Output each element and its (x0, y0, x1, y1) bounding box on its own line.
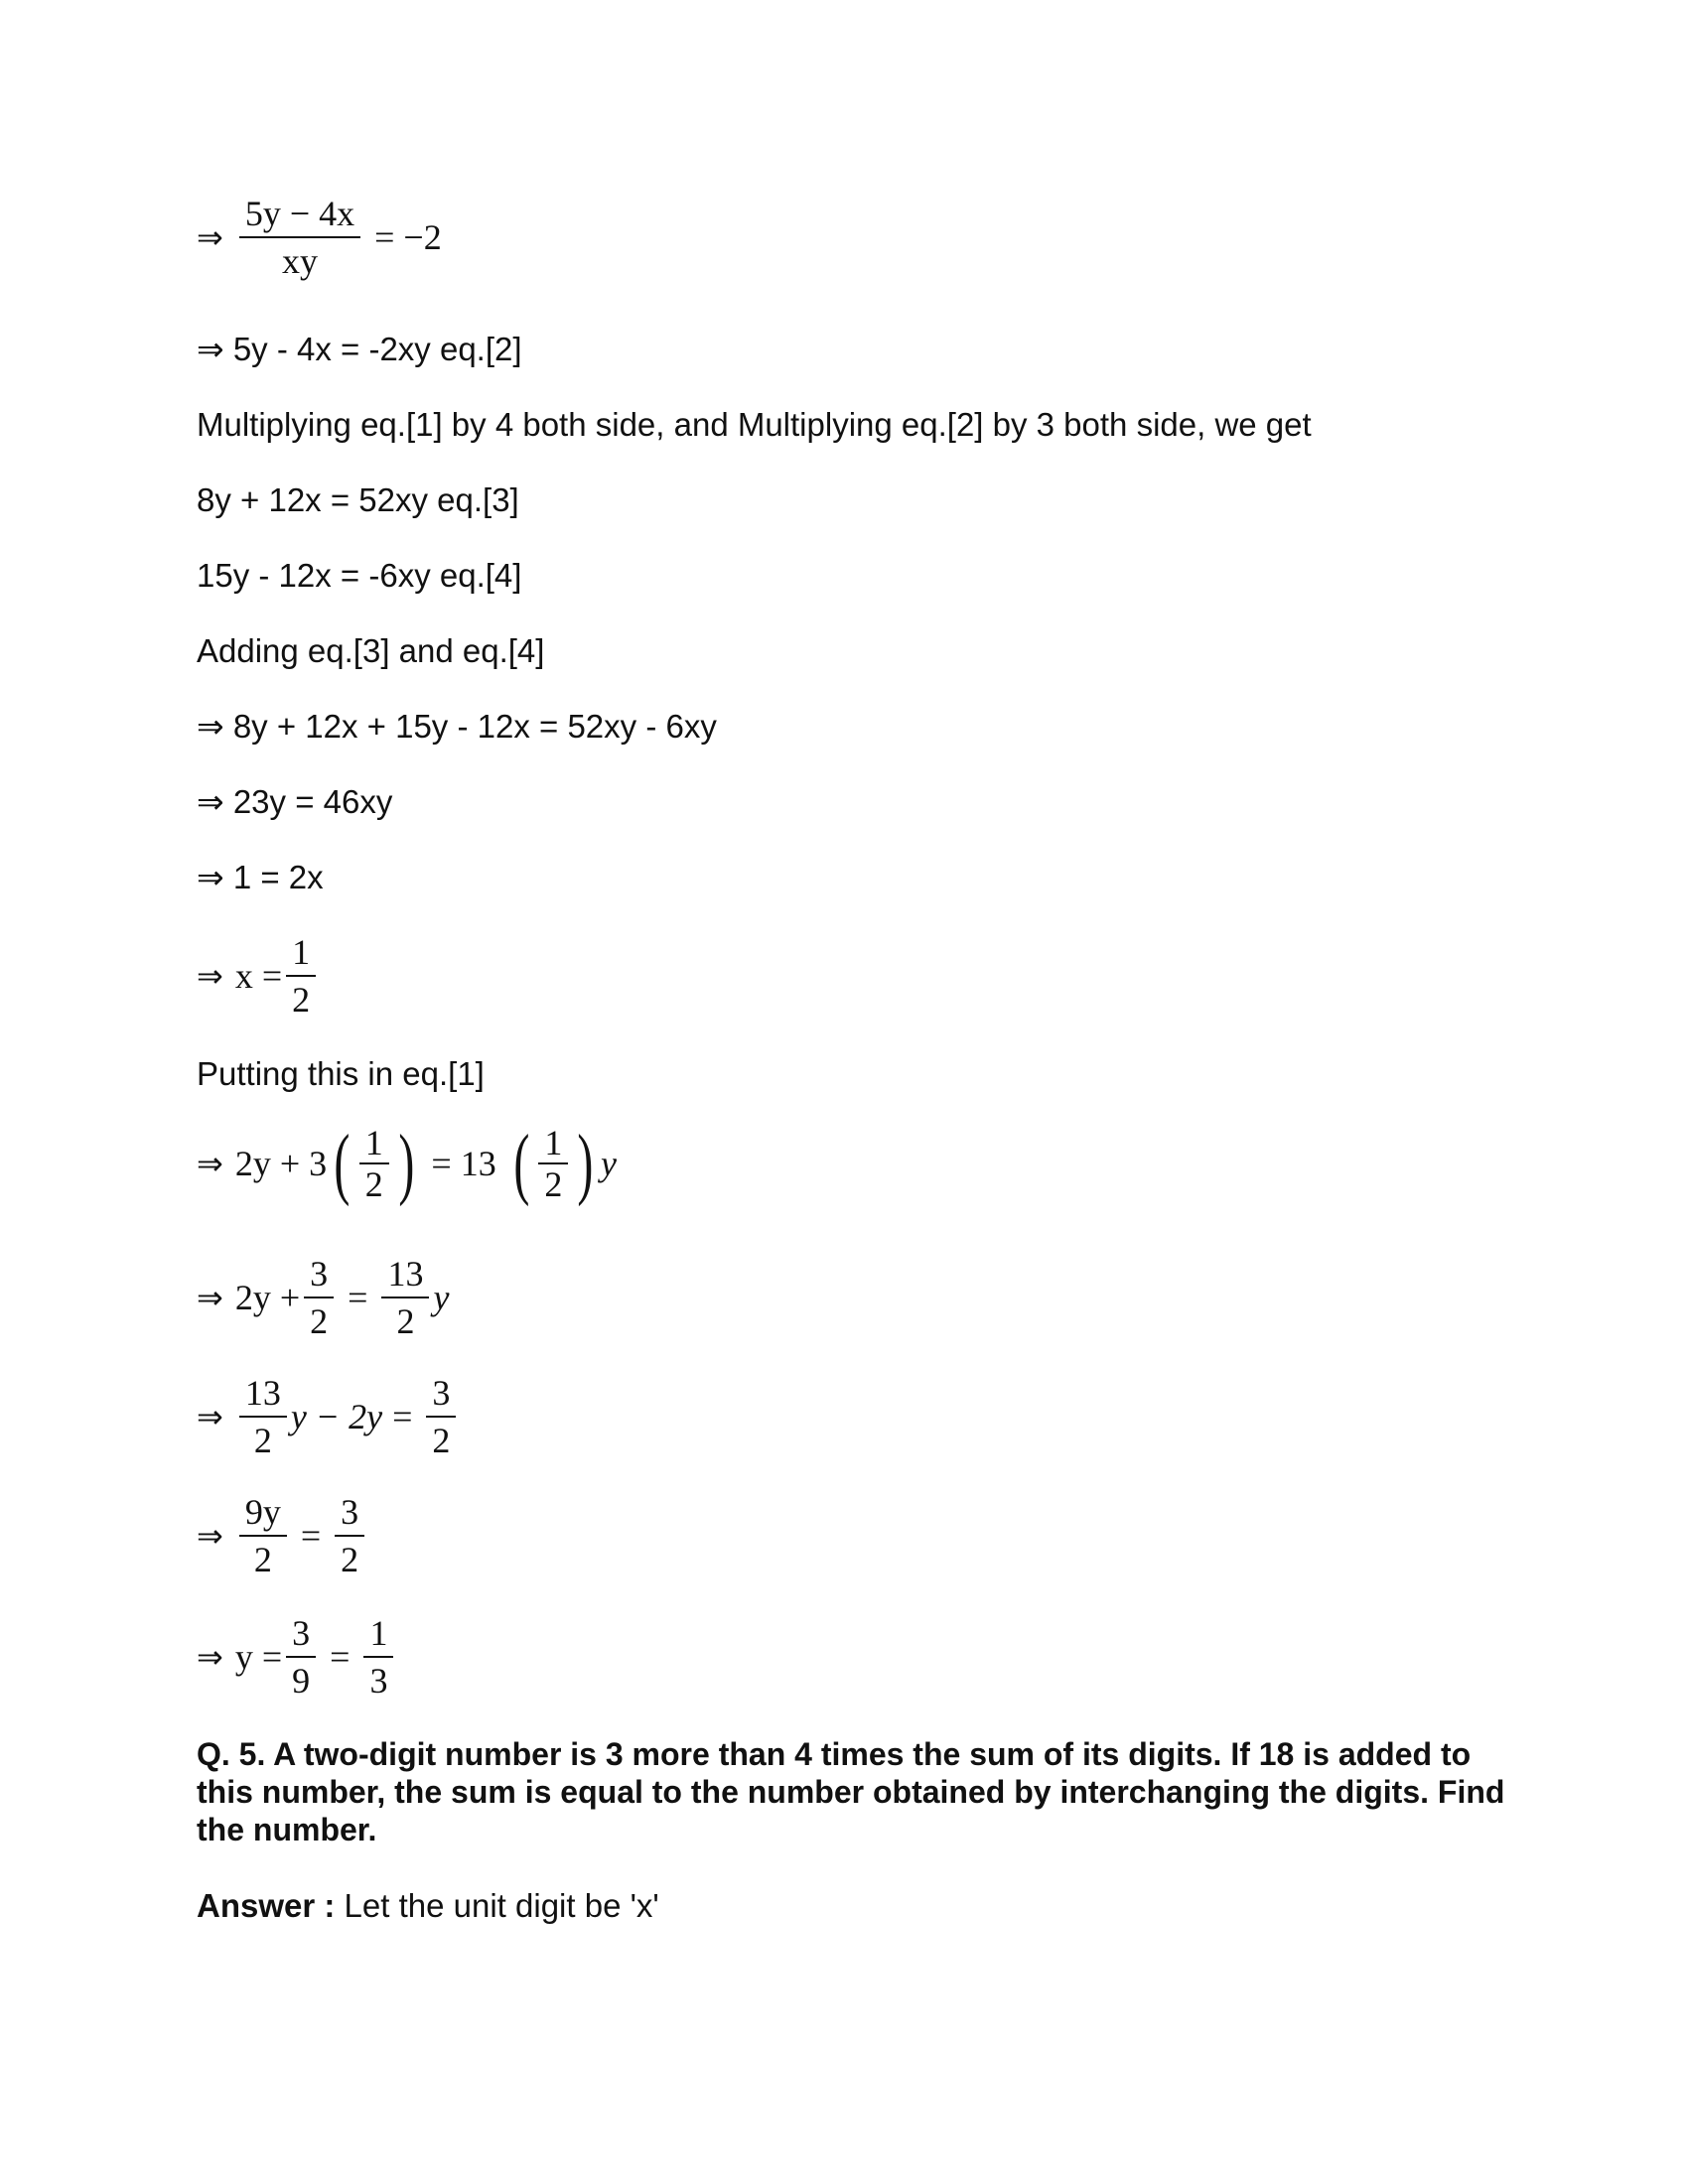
fraction (239, 1374, 287, 1459)
text-line-eq3: 8y + 12x = 52xy eq.[3] (197, 481, 519, 518)
numerator: 1 (538, 1127, 568, 1164)
parenthesized-fraction (508, 1120, 599, 1207)
answer-line (197, 1886, 659, 1926)
variable: y (433, 1278, 450, 1317)
numerator: 3 (335, 1493, 364, 1537)
numerator: 5y − 4x (239, 195, 360, 238)
implies-arrow: ⇒ (197, 1279, 223, 1316)
text-line-eq2: ⇒ 5y - 4x = -2xy eq.[2] (197, 331, 522, 367)
denominator: 2 (253, 1421, 272, 1460)
fraction (286, 933, 316, 1019)
text-line-eq4: 15y - 12x = -6xy eq.[4] (197, 557, 522, 594)
implies-arrow: ⇒ (197, 1398, 223, 1435)
equation-lhs: y = (234, 1637, 283, 1677)
text-line-putting: Putting this in eq.[1] (197, 1055, 485, 1092)
equals-sign: = (330, 1637, 351, 1677)
denominator: 2 (310, 1301, 329, 1341)
variable: y (601, 1144, 617, 1183)
term: y − 2y (290, 1397, 383, 1436)
numerator: 1 (286, 933, 316, 977)
fraction (359, 1123, 389, 1204)
right-paren: ) (398, 1120, 415, 1207)
fraction (239, 195, 360, 280)
denominator: 2 (253, 1540, 272, 1579)
text-line-multiplying: Multiplying eq.[1] by 4 both side, and Multiplying eq.[2] by 3 both side, we get (197, 406, 1312, 443)
equals-sign: = (348, 1278, 368, 1317)
answer-text: Let the unit digit be 'x' (335, 1887, 659, 1924)
implies-arrow: ⇒ (197, 1517, 223, 1555)
text-line-1-2x: ⇒ 1 = 2x (197, 859, 324, 895)
numerator: 3 (426, 1374, 456, 1418)
denominator: 9 (292, 1661, 311, 1701)
fraction (426, 1374, 456, 1459)
fraction (381, 1255, 429, 1340)
parenthesized-fraction (329, 1120, 419, 1207)
denominator: 3 (369, 1661, 388, 1701)
numerator: 3 (304, 1255, 334, 1298)
left-paren: ( (513, 1120, 530, 1207)
denominator: 2 (341, 1540, 359, 1579)
fraction (538, 1123, 568, 1204)
equation-x-half (197, 933, 320, 1019)
equation-lhs: x = (234, 956, 283, 996)
fraction (286, 1614, 316, 1700)
denominator: 2 (432, 1421, 451, 1460)
equation-step-f (197, 1493, 368, 1578)
implies-arrow: ⇒ (197, 957, 223, 995)
numerator: 3 (286, 1614, 316, 1658)
denominator: xy (281, 241, 318, 281)
equation-rhs: = −2 (374, 217, 442, 257)
numerator: 1 (359, 1127, 389, 1164)
equation-step-g (197, 1614, 397, 1700)
fraction (239, 1493, 287, 1578)
denominator: 2 (292, 980, 311, 1020)
equation-step-d (197, 1255, 449, 1340)
implies-arrow: ⇒ (197, 218, 223, 256)
equation-substitution (197, 1120, 617, 1207)
answer-label: Answer : (197, 1887, 336, 1924)
term: 2y + (234, 1278, 301, 1317)
text-line-sum: ⇒ 8y + 12x + 15y - 12x = 52xy - 6xy (197, 708, 717, 745)
fraction (304, 1255, 334, 1340)
equation-step-e (197, 1374, 460, 1459)
equals-sign: = (392, 1397, 413, 1436)
equals-sign: = (300, 1516, 322, 1556)
numerator: 13 (381, 1255, 429, 1298)
numerator: 1 (363, 1614, 393, 1658)
term: 2y + 3 (234, 1144, 328, 1183)
question-5: Q. 5. A two-digit number is 3 more than 4 times the sum of its digits. If 18 is added to this number, the sum is equal to the number obtained by interchanging the digits. Find the number. (197, 1736, 1505, 1847)
implies-arrow: ⇒ (197, 1145, 223, 1182)
text-line-23y: ⇒ 23y = 46xy (197, 783, 393, 820)
fraction (363, 1614, 393, 1700)
denominator: 2 (544, 1164, 563, 1204)
numerator: 9y (239, 1493, 287, 1537)
equals-term: = 13 (431, 1144, 496, 1183)
right-paren: ) (577, 1120, 594, 1207)
numerator: 13 (239, 1374, 287, 1418)
denominator: 2 (396, 1301, 415, 1341)
implies-arrow: ⇒ (197, 1638, 223, 1676)
text-line-adding: Adding eq.[3] and eq.[4] (197, 632, 545, 669)
equation-fraction-5y-4x (197, 195, 452, 280)
fraction (335, 1493, 364, 1578)
denominator: 2 (364, 1164, 383, 1204)
left-paren: ( (334, 1120, 351, 1207)
